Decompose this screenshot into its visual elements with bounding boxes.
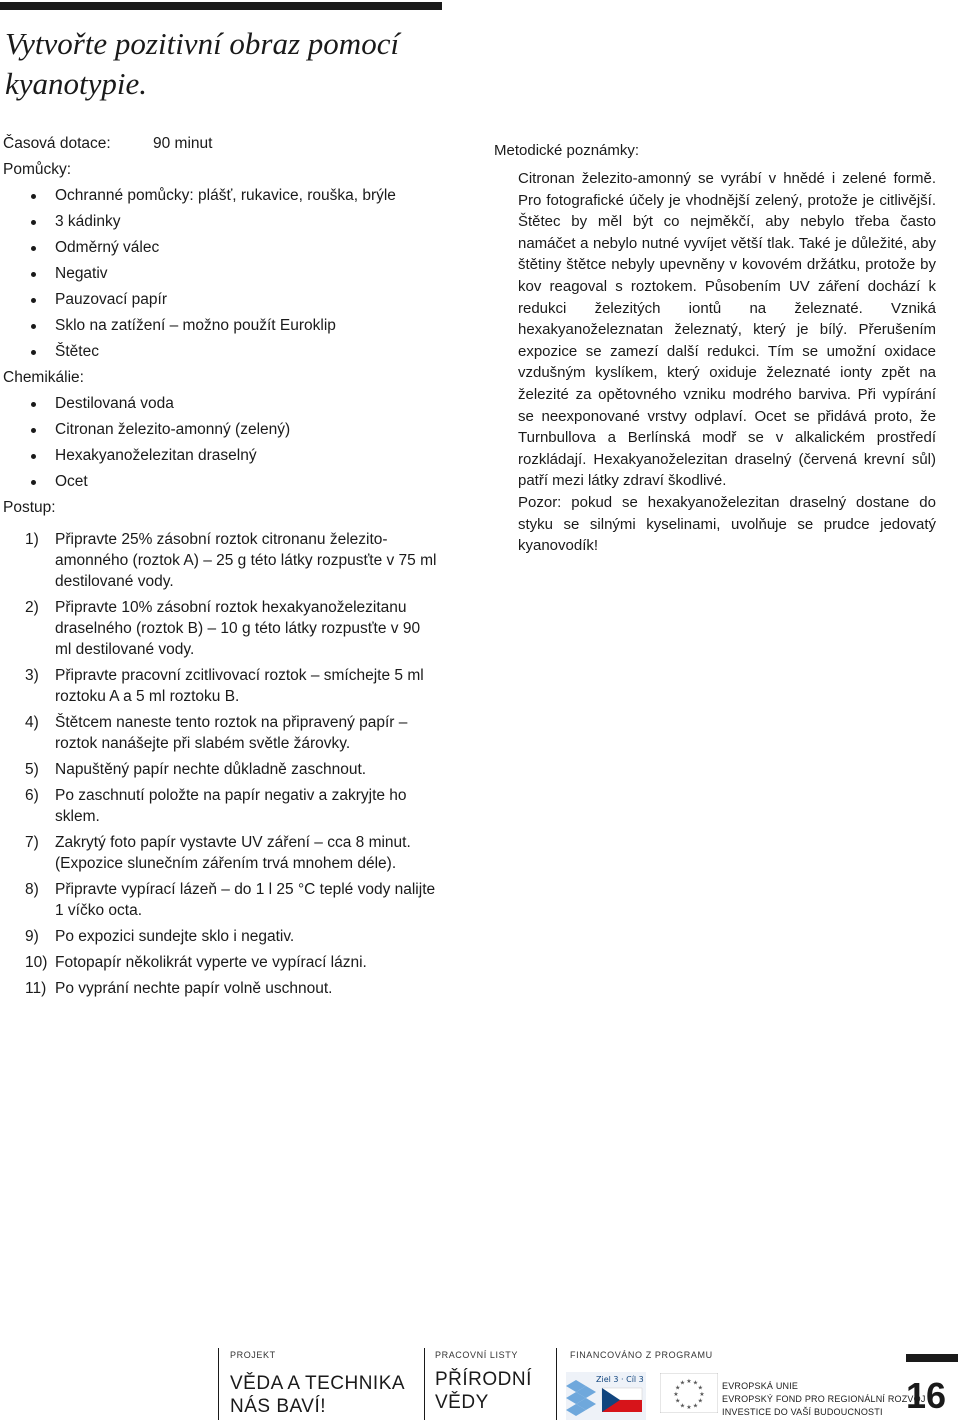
list-item: Ocet	[3, 469, 443, 495]
list-item: Odměrný válec	[3, 235, 443, 261]
bullet-icon	[31, 402, 36, 407]
procedure-step: 10) Fotopapír několikrát vyperte ve vypírací lázni.	[25, 954, 367, 971]
bullet-icon	[31, 324, 36, 329]
procedure-step: 8) Připravte vypírací lázeň – do 1 l 25 °C teplé vody nalijte 1 víčko octa.	[25, 881, 436, 919]
eu-star-icon: ★	[686, 1405, 692, 1411]
program-logo	[566, 1372, 646, 1420]
eu-star-icon: ★	[675, 1398, 681, 1405]
procedure-heading: Postup:	[3, 499, 56, 516]
bullet-icon	[31, 350, 36, 355]
eu-star-icon: ★	[673, 1392, 679, 1398]
procedure-step: 4) Štětcem naneste tento roztok na připravený papír – roztok nanášejte při slabém světle žárovky.	[25, 714, 408, 752]
eu-star-icon: ★	[686, 1379, 692, 1385]
procedure-step: 3) Připravte pracovní zcitlivovací roztok – smíchejte 5 ml roztoku A a 5 ml roztoku B.	[25, 667, 424, 705]
bullet-icon	[31, 480, 36, 485]
tools-heading: Pomůcky:	[3, 161, 72, 178]
procedure-step: 11) Po vyprání nechte papír volně uschnout.	[25, 980, 333, 997]
eu-star-icon: ★	[697, 1398, 703, 1405]
czech-flag-icon	[602, 1388, 642, 1412]
divider	[424, 1348, 425, 1420]
divider	[218, 1348, 219, 1420]
bullet-icon	[31, 272, 36, 277]
time-label: Časová dotace:	[3, 135, 111, 152]
page-footer	[0, 1340, 960, 1423]
left-column	[3, 131, 443, 1004]
eu-star-icon: ★	[699, 1392, 705, 1398]
page-title: Vytvořte pozitivní obraz pomocí kyanotypie.	[5, 26, 400, 101]
tools-list	[3, 183, 443, 365]
sheets-label: PRACOVNÍ LISTY	[435, 1350, 518, 1360]
page-number-bar	[906, 1354, 958, 1362]
notes-heading: Metodické poznámky:	[494, 142, 640, 159]
bullet-icon	[31, 428, 36, 433]
bullet-icon	[31, 246, 36, 251]
eu-star-icon: ★	[692, 1380, 699, 1387]
time-value: 90 minut	[153, 135, 213, 152]
time-allocation	[3, 131, 443, 157]
divider	[556, 1348, 557, 1420]
bullet-icon	[31, 220, 36, 225]
bullet-icon	[31, 194, 36, 199]
eu-star-icon: ★	[675, 1385, 681, 1392]
bullet-icon	[31, 298, 36, 303]
procedure-step: 2) Připravte 10% zásobní roztok hexakyanoželezitanu draselného (roztok B) – 10 g této látky rozpusťte v 90 ml destilované vody.	[25, 599, 421, 658]
list-item: Štětec	[3, 339, 443, 365]
procedure-step: 7) Zakrytý foto papír vystavte UV záření – cca 8 minut. (Expozice slunečním zářením trvá mnohem déle).	[25, 834, 411, 872]
list-item: Negativ	[3, 261, 443, 287]
notes-warning: Pozor: pokud se hexakyanoželezitan draselný dostane do styku se silnými kyselinami, uvolňuje se prudce jedovatý kyanovodík!	[518, 493, 936, 555]
eu-star-icon: ★	[679, 1380, 686, 1387]
eu-star-icon: ★	[692, 1403, 699, 1410]
procedure-step: 6) Po zaschnutí položte na papír negativ a zakryjte ho sklem.	[25, 787, 407, 825]
procedure-list	[3, 529, 443, 999]
project-label: PROJEKT	[230, 1350, 276, 1360]
chemicals-heading: Chemikálie:	[3, 369, 84, 386]
bullet-icon	[31, 454, 36, 459]
eu-flag-icon	[660, 1373, 718, 1413]
eu-text: EVROPSKÁ UNIE EVROPSKÝ FOND PRO REGIONÁLNÍ ROZVOJ INVESTICE DO VAŠÍ BUDOUCNOSTI	[722, 1381, 926, 1417]
eu-star-icon: ★	[679, 1403, 686, 1410]
list-item: Destilovaná voda	[3, 391, 443, 417]
svg-text:Ziel 3 · Cíl 3: Ziel 3 · Cíl 3	[596, 1375, 644, 1384]
procedure-step: 9) Po expozici sundejte sklo i negativ.	[25, 928, 295, 945]
procedure-step: 5) Napuštěný papír nechte důkladně zaschnout.	[25, 761, 367, 778]
list-item: Citronan železito-amonný (zelený)	[3, 417, 443, 443]
chemicals-list	[3, 391, 443, 495]
eu-star-icon: ★	[697, 1385, 703, 1392]
notes-column	[494, 140, 936, 557]
funding-label: FINANCOVÁNO Z PROGRAMU	[570, 1350, 713, 1360]
list-item: Ochranné pomůcky: plášť, rukavice, rouška, brýle	[3, 183, 443, 209]
procedure-step: 1) Připravte 25% zásobní roztok citronanu železito-amonného (roztok A) – 25 g této látky rozpusťte v 75 ml destilované vody.	[25, 531, 437, 590]
list-item: Sklo na zatížení – možno použít Euroklip	[3, 313, 443, 339]
notes-paragraph: Citronan železito-amonný se vyrábí v hnědé i zelené formě. Pro fotografické účely je vhodnější zelený, protože je citlivější. Štětec by měl být co nejměkčí, aby nebylo třeba často namáčet a nebylo nutné vyvíjet větší tlak. Také je důležité, aby štětiny štětce nebyly upevněny v kovovém držátku, protože by kov reagoval s roztokem. Působením UV záření dochází k redukci železitých iontů na železnaté. Vzniká hexakyanoželeznatan železnatý, který je bílý. Přerušením expozice se zamezí další redukci. Tím se umožní oxidace vzdušným kyslíkem, který oxiduje železnaté ionty zpět na železité za opětovného vzniku modrého barviva. Při vypírání se neexponované vrstvy odplaví. Ocet se přidává proto, že Turnbullova a Berlínská modř se v alkalickém prostředí rozkládají. Hexakyanoželezitan draselný (červená krevní sůl) patří mezi látky zdraví škodlivé.	[518, 170, 936, 490]
page-number: 16	[906, 1375, 947, 1416]
list-item: Pauzovací papír	[3, 287, 443, 313]
list-item: Hexakyanoželezitan draselný	[3, 443, 443, 469]
top-rule	[0, 2, 442, 10]
list-item: 3 kádinky	[3, 209, 443, 235]
sheets-name: PŘÍRODNÍ VĚDY	[435, 1369, 532, 1413]
project-name: VĚDA A TECHNIKA NÁS BAVÍ!	[230, 1373, 406, 1417]
